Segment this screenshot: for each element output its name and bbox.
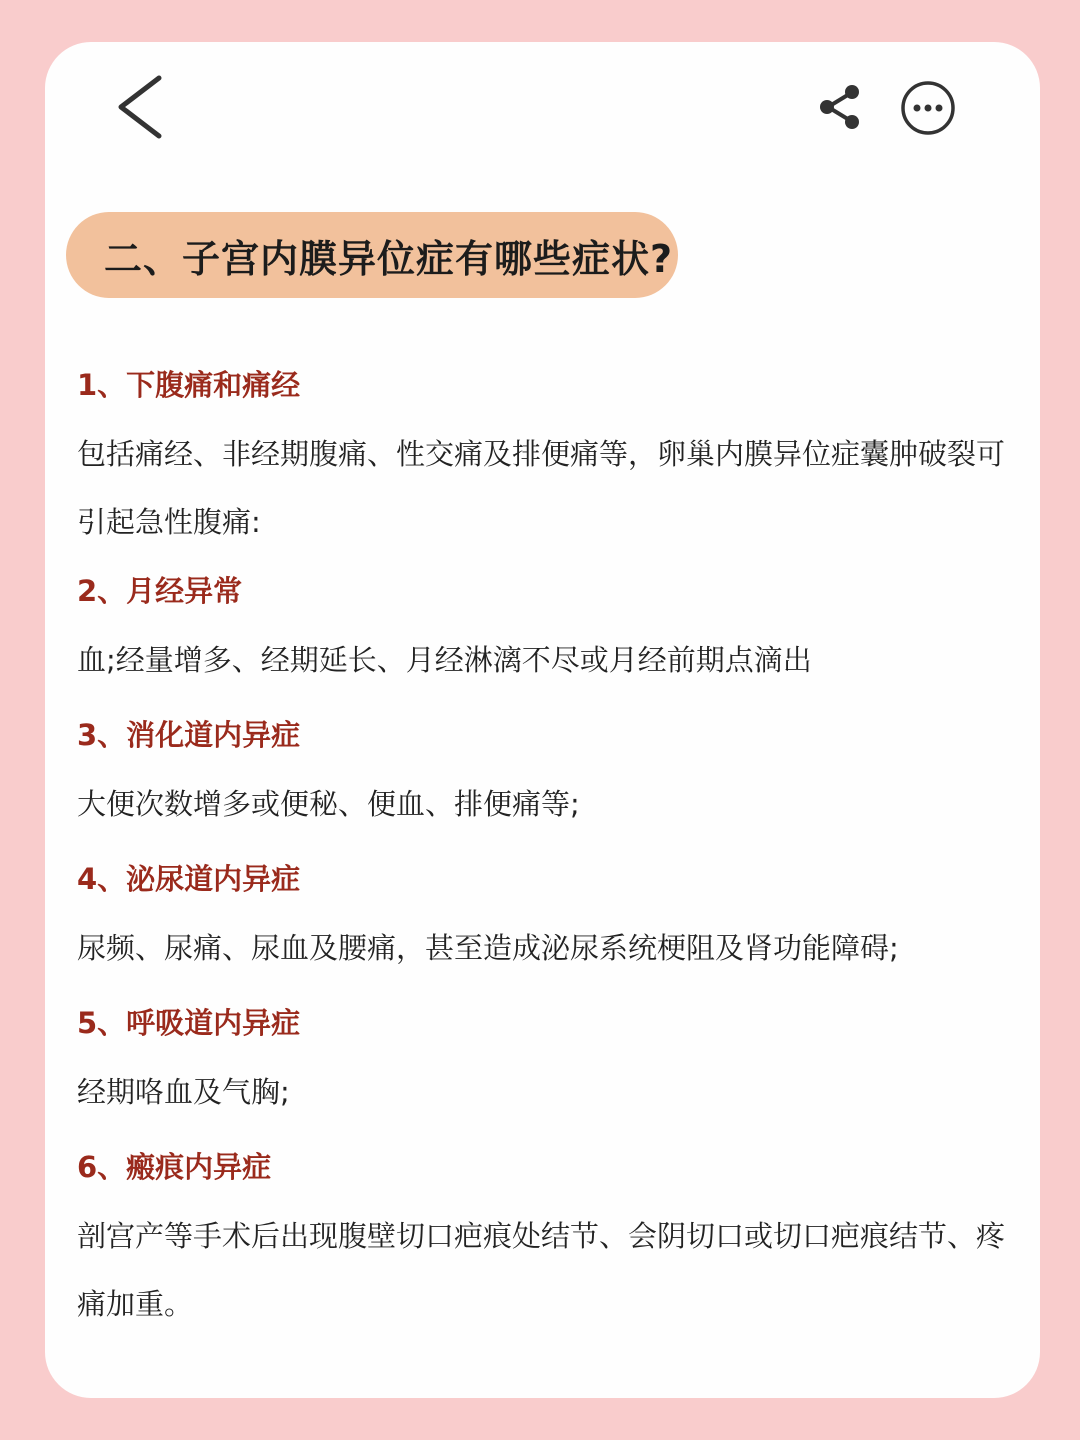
more-button[interactable]: [900, 80, 956, 136]
article-card: [45, 42, 1040, 1398]
item-body: 尿频、尿痛、尿血及腰痛，甚至造成泌尿系统梗阻及肾功能障碍;: [77, 931, 899, 965]
section-title-pill: [66, 212, 678, 298]
chevron-left-icon: [113, 72, 173, 142]
item-body: 血;经量增多、经期延长、月经淋漓不尽或月经前期点滴出: [77, 643, 812, 677]
item-heading: 3、消化道内异症: [77, 718, 301, 752]
item-heading: 5、呼吸道内异症: [77, 1006, 301, 1040]
symptom-list: [77, 360, 1007, 1348]
share-button[interactable]: [815, 82, 865, 132]
item-heading: 4、泌尿道内异症: [77, 862, 301, 896]
item-heading: 6、瘢痕内异症: [77, 1150, 272, 1184]
back-button[interactable]: [113, 72, 173, 142]
item-body: 包括痛经、非经期腹痛、性交痛及排便痛等，卵巢内膜异位症囊肿破裂可引起急性腹痛:: [77, 437, 1006, 539]
item-body: 经期咯血及气胸;: [77, 1075, 290, 1109]
item-body: 剖宫产等手术后出现腹壁切口疤痕处结节、会阴切口或切口疤痕结节、疼痛加重。: [77, 1219, 1006, 1321]
more-dots-icon: [900, 80, 956, 136]
item-heading: 2、月经异常: [77, 574, 243, 608]
item-heading: 1、下腹痛和痛经: [77, 368, 301, 402]
item-body: 大便次数增多或便秘、便血、排便痛等;: [77, 787, 580, 821]
section-title: 二、子宫内膜异位症有哪些症状?: [104, 236, 674, 281]
share-icon: [815, 82, 865, 132]
